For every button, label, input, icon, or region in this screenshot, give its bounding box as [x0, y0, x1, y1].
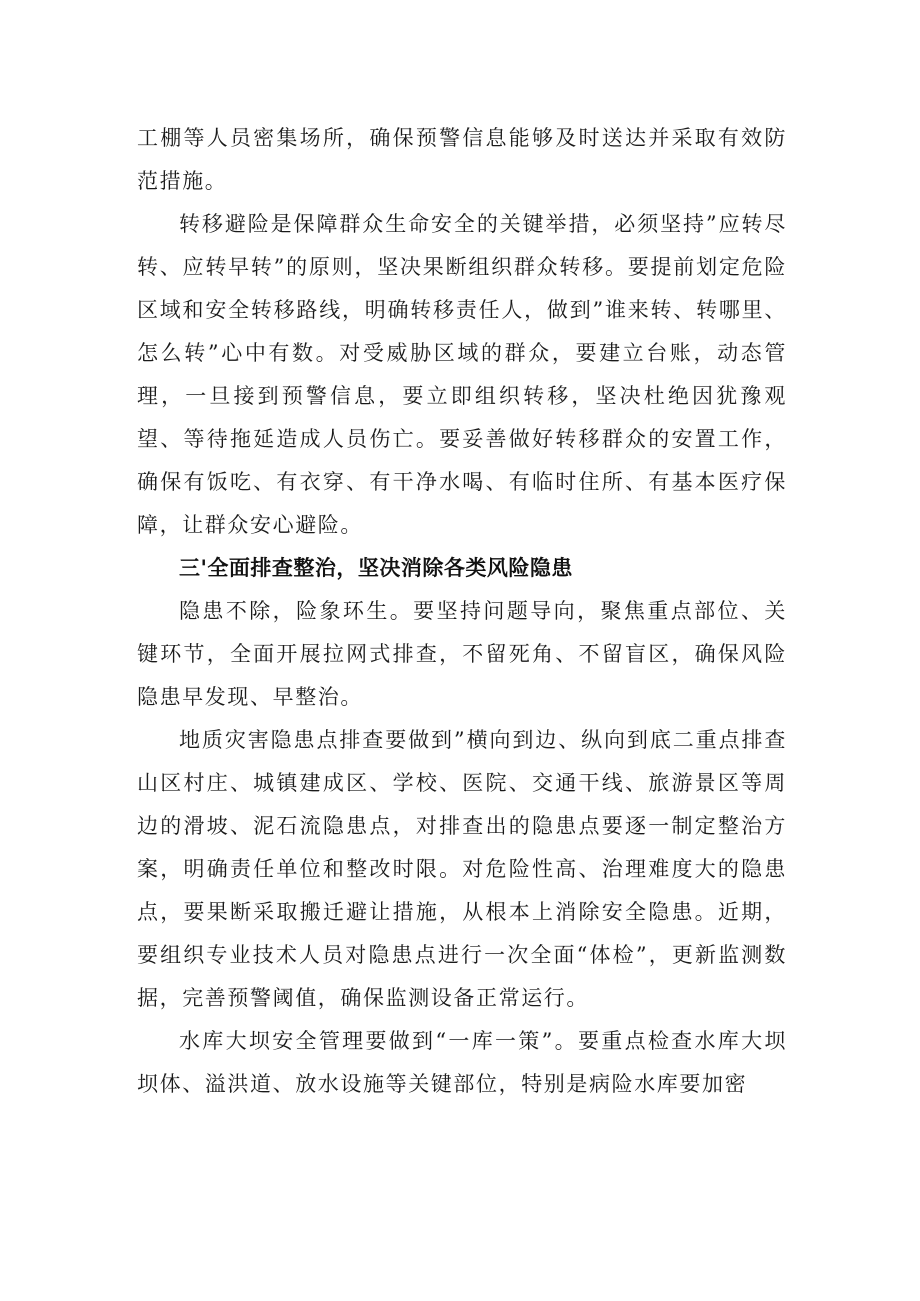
- section-heading: 三'全面排查整治，坚决消除各类风险隐患: [179, 556, 573, 580]
- paragraph-reservoir-safety: 水库大坝安全管理要做到“一库一策”。要重点检查水库大坝坝体、溢洪道、放水设施等关键部位，特别是病险水库要加密: [137, 1029, 787, 1096]
- paragraph-evacuation: 转移避险是保障群众生命安全的关键举措，必须坚持”应转尽转、应转早转”的原则，坚决果断组织群众转移。要提前划定危险区域和安全转移路线，明确转移责任人，做到”谁来转、转哪里、怎么转”心中有数。对受威胁区域的群众，要建立台账，动态管理，一旦接到预警信息，要立即组织转移，坚决杜绝因犹豫观望、等待拖延造成人员伤亡。要妥善做好转移群众的安置工作，确保有饭吃、有衣穿、有干净水喝、有临时住所、有基本医疗保障，让群众安心避险。: [137, 212, 787, 537]
- paragraph-continued: 工棚等人员密集场所，确保预警信息能够及时送达并采取有效防范措施。: [137, 126, 787, 193]
- document-body: [137, 117, 787, 1106]
- paragraph-geological-hazards: 地质灾害隐患点排查要做到”横向到边、纵向到底二重点排查山区村庄、城镇建成区、学校、医院、交通干线、旅游景区等周边的滑坡、泥石流隐患点，对排查出的隐患点要逐一制定整治方案，明确责任单位和整改时限。对危险性高、治理难度大的隐患点，要果断采取搬迁避让措施，从根本上消除安全隐患。近期，要组织专业技术人员对隐患点进行一次全面“体检”，更新监测数据，完善预警阈值，确保监测设备正常运行。: [137, 728, 787, 1010]
- paragraph-hazards-intro: 隐患不除，险象环生。要坚持问题导向，聚焦重点部位、关键环节，全面开展拉网式排查，不留死角、不留盲区，确保风险隐患早发现、早整治。: [137, 599, 787, 709]
